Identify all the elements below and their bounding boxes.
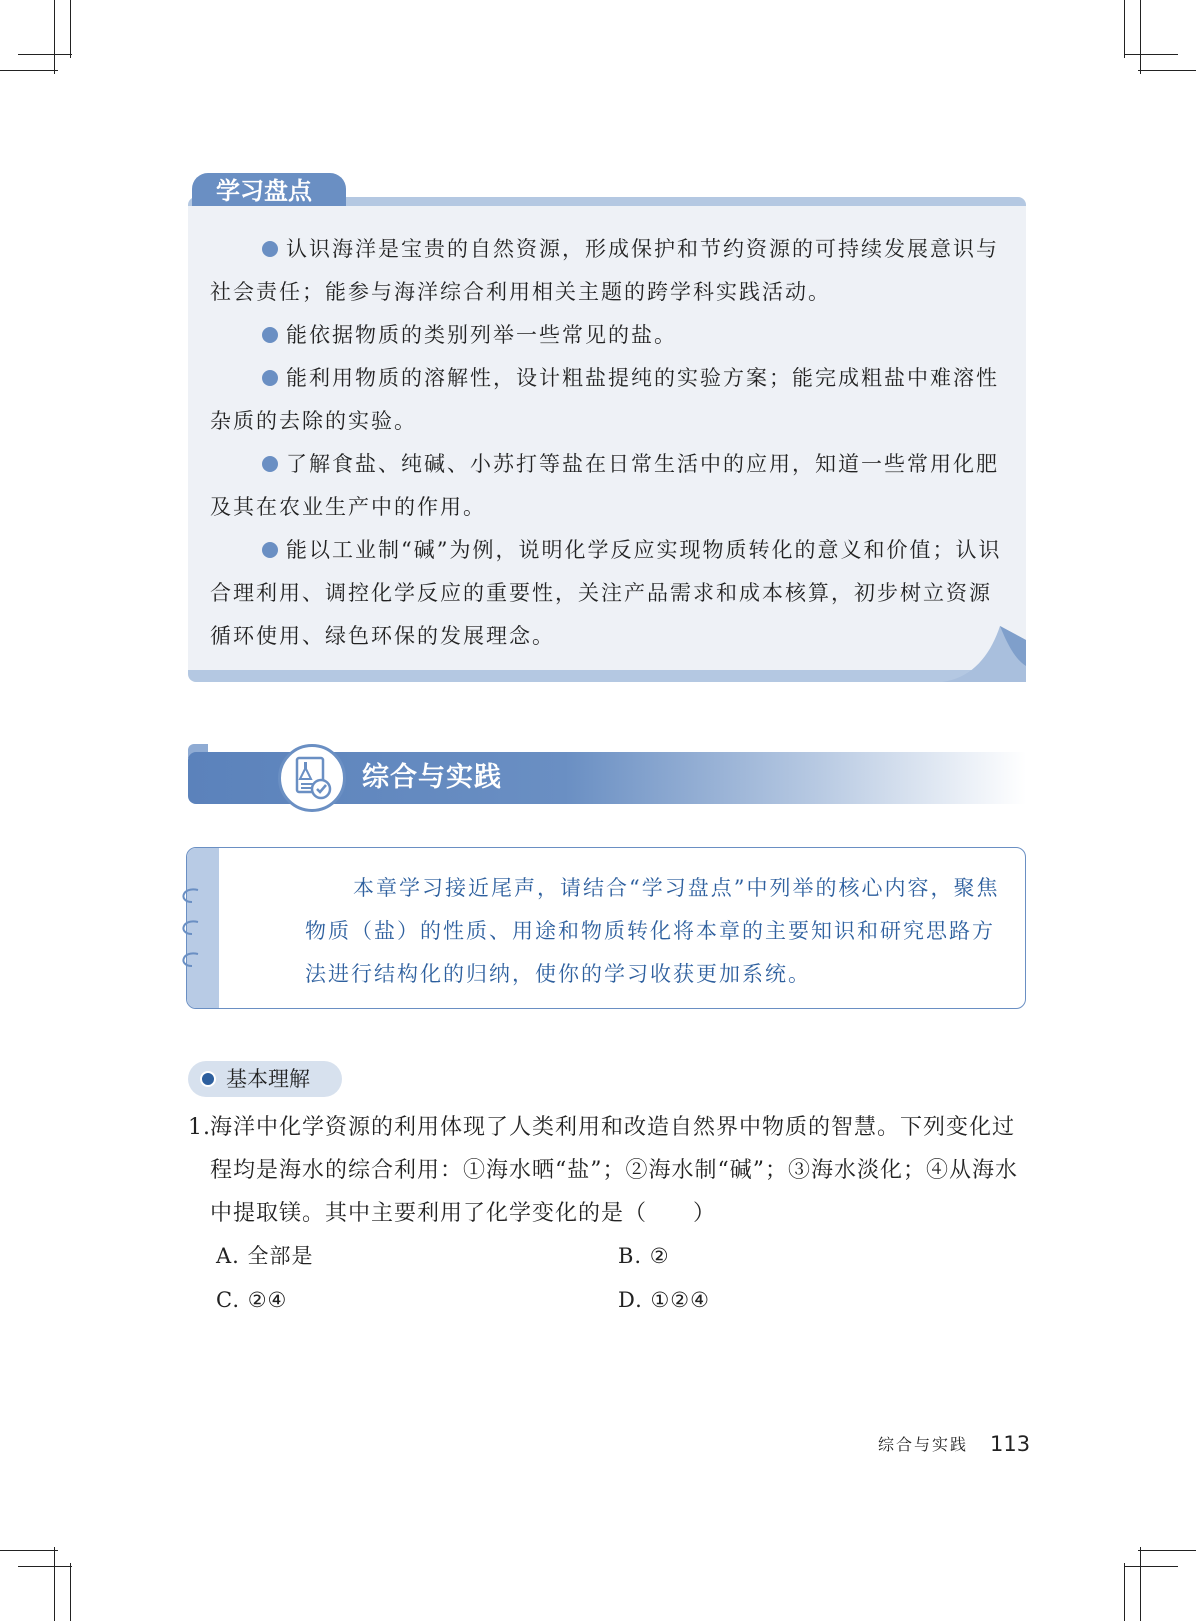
summary-point: 能以工业制“碱”为例，说明化学反应实现物质转化的意义和价值；认识合理利用、调控化学反应的重要性，关注产品需求和成本核算，初步树立资源循环使用、绿色环保的发展理念。: [210, 538, 1002, 648]
crop-mark: [1124, 1563, 1125, 1621]
binder-rings-icon: [174, 880, 214, 980]
crop-mark: [0, 1550, 58, 1551]
option-c: C. ②④: [216, 1288, 288, 1312]
crop-mark: [54, 0, 55, 74]
dot-icon: [200, 1071, 216, 1087]
summary-point: 认识海洋是宝贵的自然资源，形成保护和节约资源的可持续发展意识与社会责任；能参与海洋综合利用相关主题的跨学科实践活动。: [210, 237, 999, 304]
summary-point: 能依据物质的类别列举一些常见的盐。: [210, 314, 1006, 357]
note-text: 本章学习接近尾声，请结合“学习盘点”中列举的核心内容，聚焦物质（盐）的性质、用途和物质转化将本章的主要知识和研究思路方法进行结构化的归纳，使你的学习收获更加系统。: [305, 876, 1000, 986]
crop-mark: [0, 70, 58, 71]
crop-mark: [70, 0, 71, 58]
option-b: B. ②: [618, 1244, 670, 1268]
crop-mark: [1124, 1566, 1178, 1567]
bullet-icon: [262, 327, 278, 343]
crop-mark: [1140, 0, 1141, 74]
summary-panel-bottom-bar: [188, 670, 1026, 682]
practice-title: 综合与实践: [362, 762, 502, 793]
crop-mark: [1124, 0, 1125, 58]
basic-label: 基本理解: [226, 1067, 310, 1091]
summary-points: [210, 228, 1006, 658]
crop-mark: [1138, 70, 1196, 71]
question-text: 海洋中化学资源的利用体现了人类利用和改造自然界中物质的智慧。下列变化过程均是海水的综合利用：①海水晒“盐”；②海水制“碱”；③海水淡化；④从海水中提取镁。其中主要利用了化学变化的是（ ）: [210, 1115, 1018, 1226]
summary-point: 能利用物质的溶解性，设计粗盐提纯的实验方案；能完成粗盐中难溶性杂质的去除的实验。: [210, 366, 999, 433]
page-number: 113: [990, 1432, 1031, 1456]
bullet-icon: [262, 241, 278, 257]
crop-mark: [1138, 1550, 1196, 1551]
option-d: D. ①②④: [618, 1288, 710, 1312]
question-1: [188, 1106, 1026, 1235]
question-number: 1.: [188, 1115, 211, 1140]
crop-mark: [54, 1547, 55, 1621]
bullet-icon: [262, 456, 278, 472]
option-a: A. 全部是: [216, 1244, 314, 1268]
footer-section: 综合与实践: [878, 1435, 969, 1454]
experiment-report-icon: [278, 744, 346, 812]
bullet-icon: [262, 370, 278, 386]
crop-mark: [18, 54, 72, 55]
crop-mark: [1140, 1547, 1141, 1621]
crop-mark: [70, 1563, 71, 1621]
crop-mark: [1124, 54, 1178, 55]
crop-mark: [18, 1566, 72, 1567]
experiment-report-icon-graphic: [281, 747, 343, 809]
summary-point: 了解食盐、纯碱、小苏打等盐在日常生活中的应用，知道一些常用化肥及其在农业生产中的作用。: [210, 452, 999, 519]
summary-title: 学习盘点: [192, 173, 346, 209]
bullet-icon: [262, 542, 278, 558]
